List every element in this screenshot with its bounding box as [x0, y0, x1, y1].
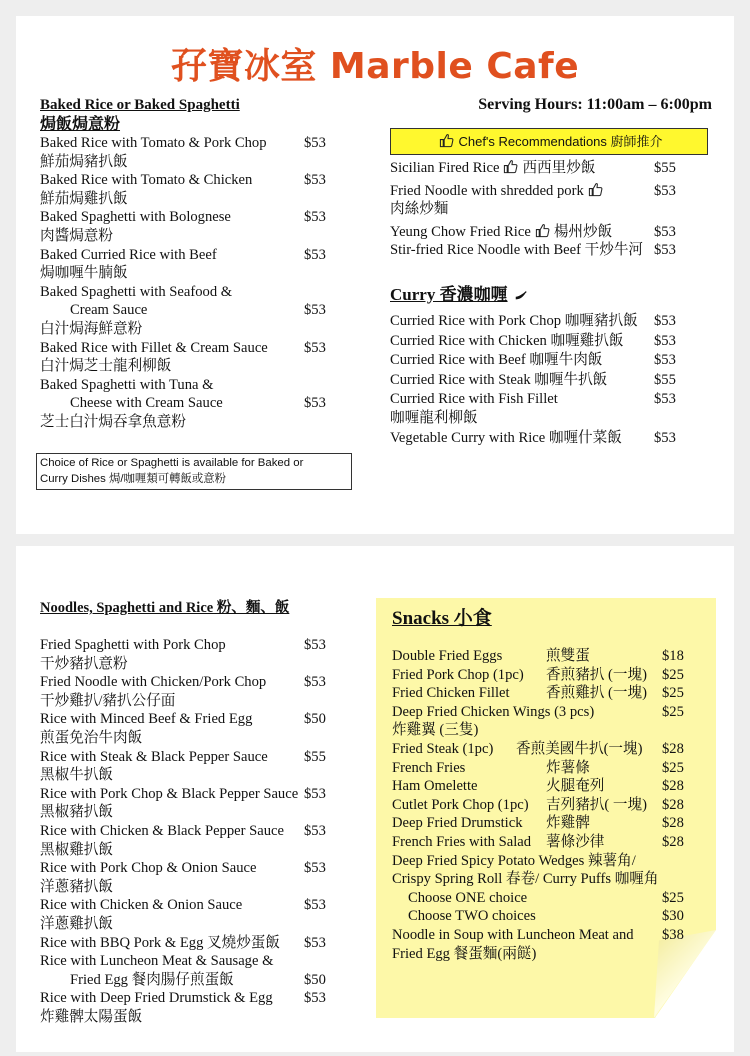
chef-list	[390, 159, 690, 260]
menu-item: Fried Pork Chop (1pc) 香煎豬扒 (一塊) $25	[392, 666, 684, 683]
menu-item: Rice with Chicken & Black Pepper Sauce $53 黑椒雞扒飯	[40, 822, 326, 858]
noodles-section	[40, 599, 340, 1026]
menu-item: Rice with Minced Beef & Fried Egg $50 煎蛋免治牛肉飯	[40, 711, 326, 746]
thumbs-up-icon	[535, 223, 550, 238]
serving-hours: Serving Hours: 11:00am – 6:00pm	[478, 96, 712, 113]
menu-item: Ham Omelette 火腿奄列 $28	[392, 778, 684, 795]
menu-item: Double Fried Eggs 煎雙蛋 $18	[392, 648, 684, 664]
menu-item: Fried Chicken Fillet 香煎雞扒 (一塊) $25	[392, 685, 684, 702]
menu-item: Baked Spaghetti with Tuna & Cheese with Cream Sauce $53 芝士白汁焗吞拿魚意粉	[40, 376, 326, 430]
menu-item: Noodle in Soup with Luncheon Meat and $38	[392, 926, 684, 943]
baked-section	[40, 96, 340, 432]
menu-item: Baked Rice with Tomato & Chicken $53 鮮茄焗雞扒飯	[40, 172, 326, 207]
menu-item: Rice with Chicken & Onion Sauce $53 洋蔥雞扒飯	[40, 897, 326, 932]
menu-item: Curried Rice with Pork Chop 咖喱豬扒飯 $53	[390, 313, 676, 329]
menu-item: Curried Rice with Chicken 咖喱雞扒飯 $53	[390, 332, 676, 349]
curry-section	[390, 284, 690, 447]
menu-item: Vegetable Curry with Rice 咖喱什菜飯 $53	[390, 429, 676, 446]
menu-item: Deep Fried Drumstick 炸雞髀 $28	[392, 815, 684, 832]
menu-item: Curried Rice with Beef 咖喱牛肉飯 $53	[390, 352, 676, 369]
menu-item: Baked Rice with Tomato & Pork Chop $53 鮮茄焗豬扒飯	[40, 135, 326, 170]
chef-recommendations-banner: Chef's Recommendations 廚師推介	[390, 128, 708, 155]
menu-item: Baked Rice with Fillet & Cream Sauce $53 白汁焗芝士龍利柳飯	[40, 339, 326, 375]
menu-item: Cutlet Pork Chop (1pc) 吉列豬扒( 一塊) $28	[392, 796, 684, 813]
chili-pepper-icon	[512, 288, 530, 302]
snacks-sticky-note	[376, 598, 716, 1018]
substitution-note: Choice of Rice or Spaghetti is available for Baked or Curry Dishes 焗/咖喱類可轉飯或意粉	[36, 453, 352, 490]
menu-item: Baked Curried Rice with Beef $53 焗咖喱牛腩飯	[40, 246, 326, 282]
snacks-list	[392, 606, 692, 963]
menu-item: Rice with Pork Chop & Black Pepper Sauce $53 黑椒豬扒飯	[40, 785, 326, 821]
menu-item: Rice with BBQ Pork & Egg 叉燒炒蛋飯 $53	[40, 934, 326, 951]
combo-line-2: Crispy Spring Roll 春卷/ Curry Puffs 咖喱角	[392, 871, 659, 888]
menu-item: Yeung Chow Fried Rice 楊州炒飯 $53	[390, 223, 676, 240]
menu-item: French Fries with Salad 薯條沙律 $28	[392, 833, 684, 850]
noodle-soup-zh: Fried Egg 餐蛋麵(兩餸)	[392, 945, 537, 962]
menu-page-2	[16, 546, 734, 1052]
snacks-heading: Snacks 小食	[392, 608, 492, 629]
menu-item: Fried Steak (1pc) 香煎美國牛扒(一塊) $28	[392, 740, 684, 757]
menu-item: French Fries 炸薯條 $25	[392, 759, 684, 776]
thumbs-up-icon	[503, 159, 518, 174]
menu-item: Rice with Luncheon Meat & Sausage & Fried Egg 餐肉腸仔煎蛋飯 $50	[40, 953, 326, 988]
menu-item: Rice with Steak & Black Pepper Sauce $55 黑椒牛扒飯	[40, 748, 326, 784]
baked-heading-en: Baked Rice or Baked Spaghetti	[40, 97, 240, 113]
menu-item: Curried Rice with Fish Fillet $53 咖喱龍利柳飯	[390, 391, 676, 426]
curry-heading: Curry 香濃咖喱	[390, 284, 690, 306]
menu-item: Choose ONE choice $25	[408, 889, 684, 906]
menu-item: Baked Spaghetti with Bolognese $53 肉醬焗意粉	[40, 209, 326, 244]
thumbs-up-icon	[439, 133, 454, 148]
menu-item: Rice with Pork Chop & Onion Sauce $53 洋蔥豬扒飯	[40, 860, 326, 895]
menu-item: Stir-fried Rice Noodle with Beef 干炒牛河 $53	[390, 242, 676, 259]
menu-item: Choose TWO choices $30	[408, 908, 684, 925]
menu-item: Deep Fried Chicken Wings (3 pcs) $25 炸雞翼 (三隻)	[392, 703, 684, 739]
menu-item: Fried Noodle with shredded pork $53 肉絲炒麵	[390, 182, 676, 218]
thumbs-up-icon	[588, 182, 603, 197]
menu-page-1	[16, 16, 734, 534]
menu-item: Curried Rice with Steak 咖喱牛扒飯 $55	[390, 371, 676, 388]
baked-heading-zh: 焗飯焗意粉	[40, 116, 121, 133]
menu-item: Fried Spaghetti with Pork Chop $53 干炒豬扒意粉	[40, 637, 326, 672]
combo-line-1: Deep Fried Spicy Potato Wedges 辣薯角/	[392, 852, 636, 869]
cafe-title: 孖寶冰室 Marble Cafe	[170, 46, 580, 87]
menu-item: Sicilian Fired Rice 西西里炒飯 $55	[390, 160, 676, 176]
menu-item: Fried Noodle with Chicken/Pork Chop $53 干炒雞扒/豬扒公仔面	[40, 674, 326, 709]
noodles-heading: Noodles, Spaghetti and Rice 粉、麵、飯	[40, 600, 290, 616]
menu-item: Rice with Deep Fried Drumstick & Egg $53 炸雞髀太陽蛋飯	[40, 990, 326, 1025]
menu-item: Baked Spaghetti with Seafood & Cream Sauce $53 白汁焗海鮮意粉	[40, 283, 326, 337]
